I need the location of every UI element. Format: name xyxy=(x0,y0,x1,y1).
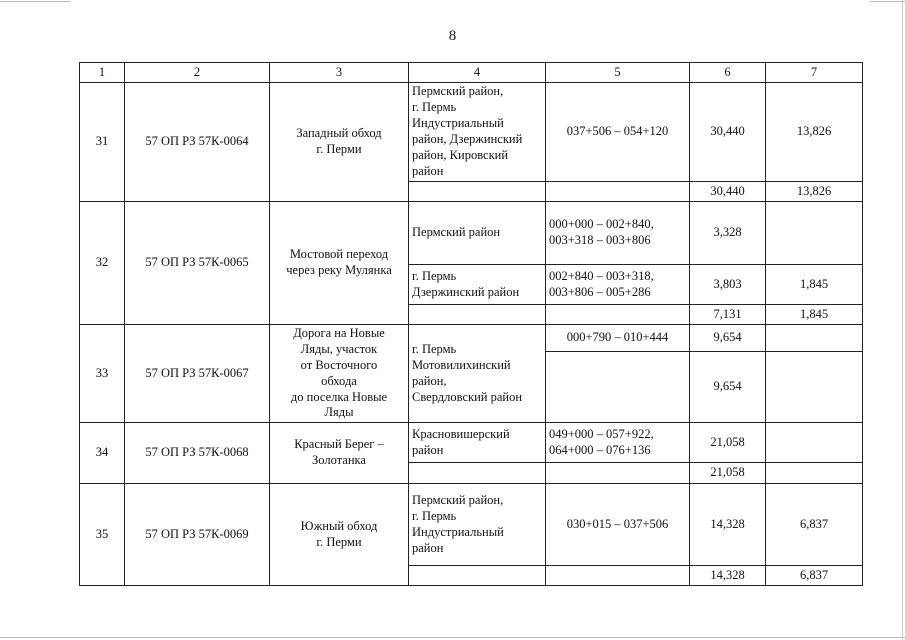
length-cell: 9,654 xyxy=(690,325,766,352)
table-row xyxy=(80,423,863,463)
total-col7-cell: 13,826 xyxy=(766,182,863,202)
col7-cell: 1,845 xyxy=(766,265,863,305)
length-cell: 9,654 xyxy=(690,352,766,423)
empty-cell xyxy=(409,463,546,484)
col7-cell xyxy=(766,202,863,265)
location-cell: Пермский район, г. Пермь Индустриальный район xyxy=(409,484,546,566)
empty-cell xyxy=(409,566,546,586)
total-length-cell: 14,328 xyxy=(690,566,766,586)
empty-cell xyxy=(546,182,690,202)
empty-cell xyxy=(409,182,546,202)
road-code: 57 ОП РЗ 57К-0067 xyxy=(125,325,270,423)
col7-cell xyxy=(766,352,863,423)
page-number: 8 xyxy=(448,28,457,44)
row-number: 31 xyxy=(80,83,125,202)
scan-edge-top-left xyxy=(0,1,70,2)
col7-cell xyxy=(766,325,863,352)
road-code: 57 ОП РЗ 57К-0065 xyxy=(125,202,270,325)
length-cell: 21,058 xyxy=(690,423,766,463)
empty-cell xyxy=(546,566,690,586)
row-number: 32 xyxy=(80,202,125,325)
km-range-cell: 000+790 – 010+444 xyxy=(546,325,690,352)
row-number: 34 xyxy=(80,423,125,484)
km-range-cell: 037+506 – 054+120 xyxy=(546,83,690,182)
header-cell: 5 xyxy=(546,63,690,83)
empty-cell xyxy=(546,305,690,325)
road-code: 57 ОП РЗ 57К-0069 xyxy=(125,484,270,586)
empty-cell xyxy=(546,463,690,484)
row-number: 33 xyxy=(80,325,125,423)
total-length-cell: 30,440 xyxy=(690,182,766,202)
col7-cell: 6,837 xyxy=(766,484,863,566)
table-row xyxy=(80,202,863,265)
col7-cell: 13,826 xyxy=(766,83,863,182)
km-range-cell: 000+000 – 002+840, 003+318 – 003+806 xyxy=(546,202,690,265)
road-code: 57 ОП РЗ 57К-0064 xyxy=(125,83,270,202)
empty-cell xyxy=(409,305,546,325)
road-code: 57 ОП РЗ 57К-0068 xyxy=(125,423,270,484)
road-name: Красный Берег – Золотанка xyxy=(270,423,409,484)
length-cell: 30,440 xyxy=(690,83,766,182)
total-col7-cell xyxy=(766,463,863,484)
length-cell: 14,328 xyxy=(690,484,766,566)
scan-edge-top-right xyxy=(870,1,905,2)
scan-edge-right xyxy=(902,0,903,640)
table-row xyxy=(80,325,863,352)
road-name: Южный обход г. Перми xyxy=(270,484,409,586)
total-length-cell: 21,058 xyxy=(690,463,766,484)
header-cell: 7 xyxy=(766,63,863,83)
row-number: 35 xyxy=(80,484,125,586)
header-cell: 3 xyxy=(270,63,409,83)
total-length-cell: 7,131 xyxy=(690,305,766,325)
km-range-cell: 030+015 – 037+506 xyxy=(546,484,690,566)
total-col7-cell: 1,845 xyxy=(766,305,863,325)
length-cell: 3,328 xyxy=(690,202,766,265)
table-row xyxy=(80,83,863,182)
km-range-cell: 049+000 – 057+922, 064+000 – 076+136 xyxy=(546,423,690,463)
road-name: Дорога на Новые Ляды, участок от Восточного обхода до поселка Новые Ляды xyxy=(270,325,409,423)
header-row xyxy=(80,63,863,83)
location-cell: г. Пермь Дзержинский район xyxy=(409,265,546,305)
location-cell: Пермский район, г. Пермь Индустриальный район, Дзержинский район, Кировский район xyxy=(409,83,546,182)
col7-cell xyxy=(766,423,863,463)
length-cell: 3,803 xyxy=(690,265,766,305)
location-cell: Красновишерский район xyxy=(409,423,546,463)
total-col7-cell: 6,837 xyxy=(766,566,863,586)
road-registry-table xyxy=(79,62,863,586)
header-cell: 1 xyxy=(80,63,125,83)
km-range-cell: 002+840 – 003+318, 003+806 – 005+286 xyxy=(546,265,690,305)
road-name: Западный обход г. Перми xyxy=(270,83,409,202)
scan-edge-bottom xyxy=(0,637,905,638)
header-cell: 6 xyxy=(690,63,766,83)
km-range-cell xyxy=(546,352,690,423)
location-cell: Пермский район xyxy=(409,202,546,265)
location-cell: г. Пермь Мотовилихинский район, Свердловский район xyxy=(409,325,546,423)
road-name: Мостовой переход через реку Мулянка xyxy=(270,202,409,325)
table-row xyxy=(80,484,863,566)
header-cell: 4 xyxy=(409,63,546,83)
header-cell: 2 xyxy=(125,63,270,83)
